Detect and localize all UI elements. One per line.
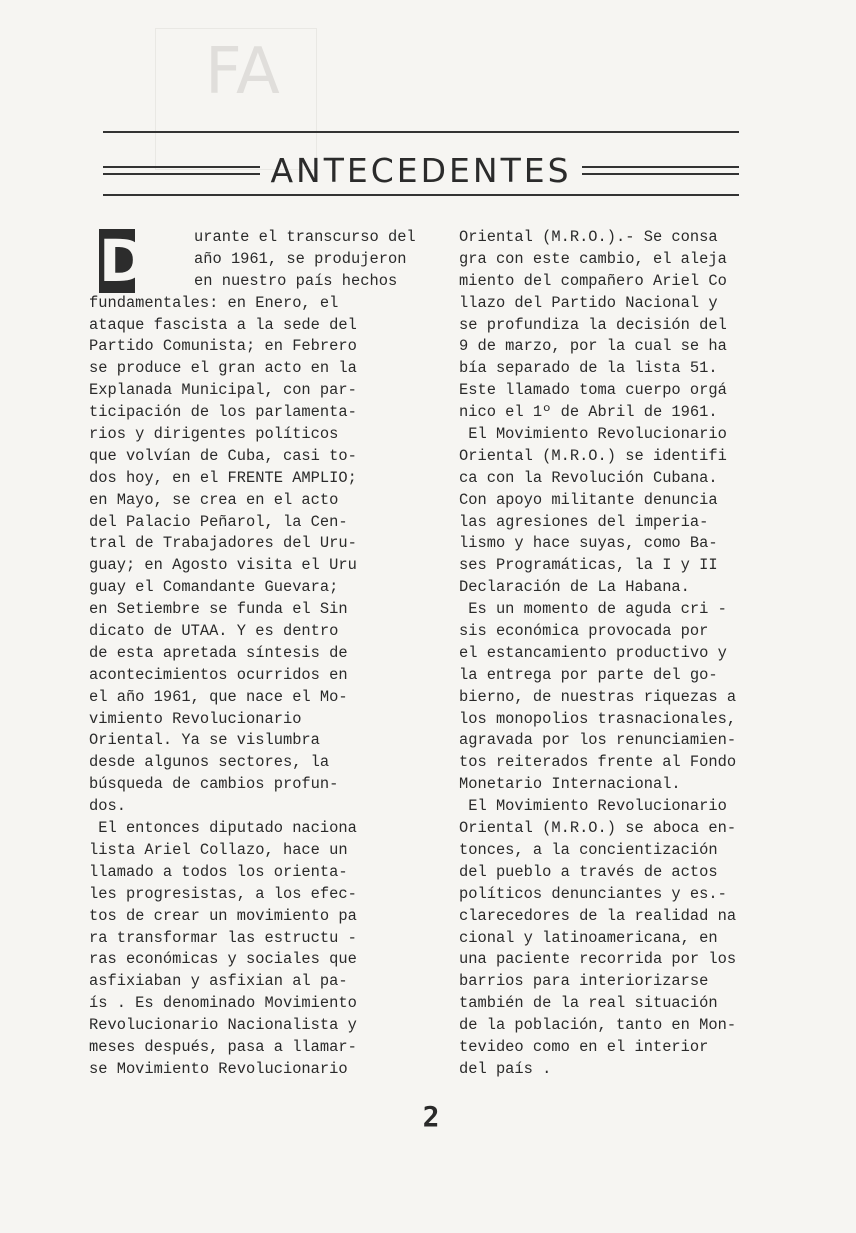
text-line: tevideo como en el interior <box>459 1037 709 1056</box>
text-line: asfixiaban y asfixian al pa- <box>89 972 348 991</box>
heading-double-rule-right <box>582 166 739 175</box>
text-line: se Movimiento Revolucionario <box>89 1059 348 1078</box>
text-line: guay; en Agosto visita el Uru <box>89 556 357 575</box>
text-line: en Mayo, se crea en el acto <box>89 490 339 509</box>
text-line: dicato de UTAA. Y es dentro <box>89 622 339 641</box>
text-line: El Movimiento Revolucionario <box>459 425 727 444</box>
text-line: tral de Trabajadores del Uru- <box>89 534 357 553</box>
text-line: Oriental. Ya se vislumbra <box>89 731 320 750</box>
text-line: bierno, de nuestras riquezas a <box>459 687 737 706</box>
bottom-rule <box>103 194 739 196</box>
text-line: las agresiones del imperia- <box>459 512 709 531</box>
page-title: ANTECEDENTES <box>270 150 572 190</box>
text-line: del país . <box>459 1059 552 1078</box>
text-line: Revolucionario Nacionalista y <box>89 1016 357 1035</box>
text-line: agravada por los renunciamien- <box>459 731 737 750</box>
text-line: Oriental (M.R.O.) se aboca en- <box>459 819 737 838</box>
text-line: Oriental (M.R.O.).- Se consa <box>459 228 718 246</box>
text-line: del pueblo a través de actos <box>459 862 718 881</box>
text-line: desde algunos sectores, la <box>89 753 330 772</box>
heading-banner <box>103 148 739 192</box>
text-line: Declaración de La Habana. <box>459 578 690 597</box>
text-line: barrios para interiorizarse <box>459 972 709 991</box>
text-line: una paciente recorrida por los <box>459 950 737 969</box>
text-line: sis económica provocada por <box>459 622 709 641</box>
text-line: lista Ariel Collazo, hace un <box>89 840 348 859</box>
text-line: dos. <box>89 797 126 816</box>
text-line: llamado a todos los orienta- <box>89 862 348 881</box>
text-line: se produce el gran acto en la <box>89 359 357 378</box>
text-line: tonces, a la concientización <box>459 840 718 859</box>
text-line: ses Programáticas, la I y II <box>459 556 718 575</box>
text-line: ís . Es denominado Movimiento <box>89 994 357 1013</box>
text-line: les progresistas, a los efec- <box>89 884 357 903</box>
text-line: Es un momento de aguda cri - <box>459 600 727 619</box>
text-line: meses después, pasa a llamar- <box>89 1037 357 1056</box>
text-line: llazo del Partido Nacional y <box>459 293 718 312</box>
text-line: acontecimientos ocurridos en <box>89 665 348 684</box>
text-line: Oriental (M.R.O.) se identifi <box>459 446 727 465</box>
text-line: en Setiembre se funda el Sin <box>89 600 348 619</box>
text-line: El Movimiento Revolucionario <box>459 797 727 816</box>
text-line: año 1961, se produjeron <box>194 249 407 268</box>
text-line: El entonces diputado naciona <box>89 819 357 838</box>
page-number: 2 <box>422 1100 440 1133</box>
text-line: cional y latinoamericana, en <box>459 928 718 947</box>
text-line: Con apoyo militante denuncia <box>459 490 718 509</box>
text-line: los monopolios trasnacionales, <box>459 709 737 728</box>
drop-cap: D <box>99 227 148 295</box>
text-line: miento del compañero Ariel Co <box>459 271 727 290</box>
text-line: clarecedores de la realidad na <box>459 906 737 925</box>
text-line: de esta apretada síntesis de <box>89 643 348 662</box>
text-line: urante el transcurso del <box>194 228 416 246</box>
faded-stamp-mark: FA <box>205 35 280 109</box>
text-line: ras económicas y sociales que <box>89 950 357 969</box>
top-rule <box>103 131 739 133</box>
text-line: tos de crear un movimiento pa <box>89 906 357 925</box>
text-line: se profundiza la decisión del <box>459 315 727 334</box>
text-line: bía separado de la lista 51. <box>459 359 718 378</box>
text-line: fundamentales: en Enero, el <box>89 293 339 312</box>
text-line: en nuestro país hechos <box>194 271 398 290</box>
text-line: Explanada Municipal, con par- <box>89 381 357 400</box>
left-text-column <box>89 227 419 1081</box>
text-line: rios y dirigentes políticos <box>89 425 339 444</box>
text-line: de la población, tanto en Mon- <box>459 1016 737 1035</box>
text-line: lismo y hace suyas, como Ba- <box>459 534 718 553</box>
text-line: nico el 1º de Abril de 1961. <box>459 403 718 422</box>
text-line: guay el Comandante Guevara; <box>89 578 339 597</box>
text-line: el estancamiento productivo y <box>459 643 727 662</box>
text-line: ca con la Revolución Cubana. <box>459 468 718 487</box>
text-line: ra transformar las estructu - <box>89 928 357 947</box>
text-line: 9 de marzo, por la cual se ha <box>459 337 727 356</box>
text-line: gra con este cambio, el aleja <box>459 249 727 268</box>
text-line: también de la real situación <box>459 994 718 1013</box>
text-line: Este llamado toma cuerpo orgá <box>459 381 727 400</box>
text-line: políticos denunciantes y es.- <box>459 884 727 903</box>
text-line: ticipación de los parlamenta- <box>89 403 357 422</box>
text-line: el año 1961, que nace el Mo- <box>89 687 348 706</box>
heading-double-rule-left <box>103 166 260 175</box>
right-text-column <box>459 227 799 1081</box>
text-line: Monetario Internacional. <box>459 775 681 794</box>
text-line: ataque fascista a la sede del <box>89 315 357 334</box>
text-line: la entrega por parte del go- <box>459 665 718 684</box>
text-line: que volvían de Cuba, casi to- <box>89 446 357 465</box>
text-line: tos reiterados frente al Fondo <box>459 753 737 772</box>
text-line: dos hoy, en el FRENTE AMPLIO; <box>89 468 357 487</box>
text-line: búsqueda de cambios profun- <box>89 775 339 794</box>
text-line: vimiento Revolucionario <box>89 709 302 728</box>
text-line: del Palacio Peñarol, la Cen- <box>89 512 348 531</box>
text-line: Partido Comunista; en Febrero <box>89 337 357 356</box>
